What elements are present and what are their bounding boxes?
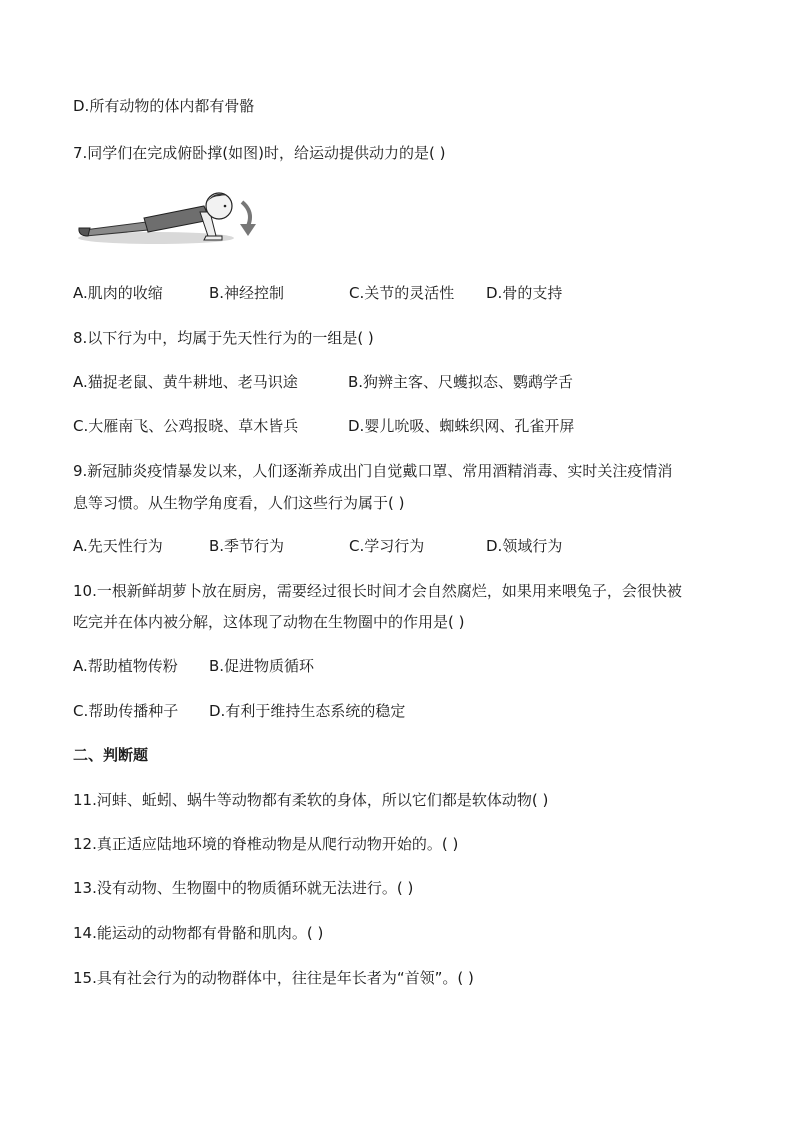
question-12: 12.真正适应陆地环境的脊椎动物是从爬行动物开始的。( ) bbox=[73, 835, 459, 853]
question-15: 15.具有社会行为的动物群体中，往往是年长者为“首领”。( ) bbox=[73, 969, 474, 987]
question-7-option-d: D.骨的支持 bbox=[486, 284, 563, 302]
section-heading-true-false: 二、判断题 bbox=[73, 746, 149, 764]
question-10-stem-line-2: 吃完并在体内被分解，这体现了动物在生物圈中的作用是( ) bbox=[73, 613, 465, 631]
question-8-option-b: B.狗辨主客、尺蠖拟态、鹦鹉学舌 bbox=[348, 373, 574, 391]
question-11: 11.河蚌、蚯蚓、蜗牛等动物都有柔软的身体，所以它们都是软体动物( ) bbox=[73, 791, 549, 809]
question-10-option-c: C.帮助传播种子 bbox=[73, 702, 179, 720]
question-9-stem-line-1: 9.新冠肺炎疫情暴发以来，人们逐渐养成出门自觉戴口罩、常用酒精消毒、实时关注疫情消 bbox=[73, 462, 673, 480]
question-10-option-b: B.促进物质循环 bbox=[209, 657, 315, 675]
question-10-option-a: A.帮助植物传粉 bbox=[73, 657, 178, 675]
question-9-option-a: A.先天性行为 bbox=[73, 537, 163, 555]
question-7-stem: 7.同学们在完成俯卧撑(如图)时，给运动提供动力的是( ) bbox=[73, 144, 446, 162]
pushup-figure bbox=[76, 182, 258, 250]
question-10-stem-line-1: 10.一根新鲜胡萝卜放在厨房，需要经过很长时间才会自然腐烂，如果用来喂兔子，会很快被 bbox=[73, 582, 682, 600]
question-7-option-a: A.肌肉的收缩 bbox=[73, 284, 163, 302]
question-14: 14.能运动的动物都有骨骼和肌肉。( ) bbox=[73, 924, 324, 942]
question-9-option-c: C.学习行为 bbox=[349, 537, 425, 555]
question-7-option-c: C.关节的灵活性 bbox=[349, 284, 455, 302]
question-13: 13.没有动物、生物圈中的物质循环就无法进行。( ) bbox=[73, 879, 414, 897]
question-7-option-b: B.神经控制 bbox=[209, 284, 285, 302]
question-8-stem: 8.以下行为中，均属于先天性行为的一组是( ) bbox=[73, 329, 374, 347]
question-9-option-b: B.季节行为 bbox=[209, 537, 285, 555]
prev-question-option-d: D.所有动物的体内都有骨骼 bbox=[73, 97, 255, 115]
question-10-option-d: D.有利于维持生态系统的稳定 bbox=[209, 702, 406, 720]
question-9-option-d: D.领域行为 bbox=[486, 537, 563, 555]
question-8-option-c: C.大雁南飞、公鸡报晓、草木皆兵 bbox=[73, 417, 299, 435]
question-8-option-d: D.婴儿吮吸、蜘蛛织网、孔雀开屏 bbox=[348, 417, 575, 435]
question-9-stem-line-2: 息等习惯。从生物学角度看，人们这些行为属于( ) bbox=[73, 494, 405, 512]
question-8-option-a: A.猫捉老鼠、黄牛耕地、老马识途 bbox=[73, 373, 298, 391]
